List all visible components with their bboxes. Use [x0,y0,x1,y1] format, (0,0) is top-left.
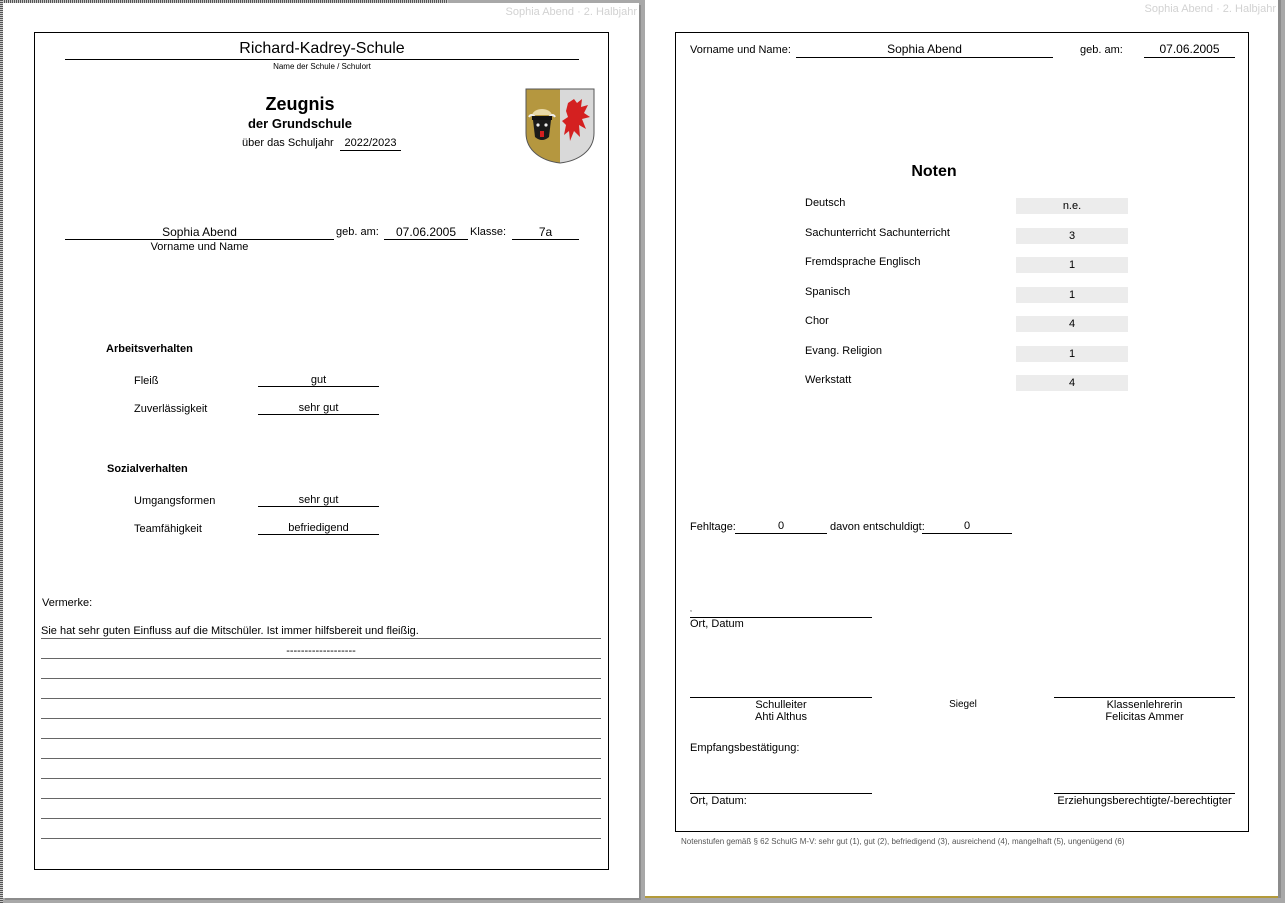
grade-subject: Evang. Religion [805,344,883,357]
student-name-value: Sophia Abend [65,225,334,240]
grade-subject: Spanisch [805,285,851,298]
behavior-label: Zuverlässigkeit [134,403,208,415]
grading-footnote: Notenstufen gemäß § 62 SchulG M-V: sehr gut (1), gut (2), befriedigend (3), ausreichend (4), mangelhaft (5), ungenügend (6) [681,837,1125,846]
remarks-line [41,765,601,779]
document-subtitle: der Grundschule [247,116,353,131]
remarks-line [41,785,601,799]
running-head: Sophia Abend · 2. Halbjahr [505,6,637,18]
grade-value: 4 [1016,316,1128,332]
remarks-line: Sie hat sehr guten Einfluss auf die Mitschüler. Ist immer hilfsbereit und fleißig. [41,625,601,639]
absence-label: Fehltage: [690,521,736,533]
birth-date-value: 07.06.2005 [1144,42,1235,58]
grade-subject: Werkstatt [805,374,852,386]
place-date-mark: , [690,606,692,613]
receipt-place-date-line [690,782,872,794]
behavior-value: befriedigend [258,522,379,535]
running-head: Sophia Abend · 2. Halbjahr [1144,3,1276,15]
place-date-line [690,603,872,618]
grade-subject: Fremdsprache Englisch [805,256,921,268]
coat-of-arms-icon [524,87,596,165]
grades-heading: Noten [911,163,957,180]
remarks-line [41,825,601,839]
school-name: Richard-Kadrey-Schule [65,40,579,60]
grade-subject: Deutsch [805,197,846,209]
principal-role: Schulleiter [755,699,807,711]
remarks-line [41,725,601,739]
principal-name: Ahti Althus [755,711,807,723]
grade-value: 1 [1016,287,1128,303]
guardian-signature-line [1054,782,1235,794]
behavior-label: Fleiß [134,375,159,387]
school-caption: Name der Schule / Schulort [273,62,371,71]
name-label: Vorname und Name: [690,44,791,56]
section-heading-work: Arbeitsverhalten [106,343,193,355]
remarks-line [41,745,601,759]
behavior-label: Umgangsformen [134,495,216,507]
absence-value: 0 [735,520,827,534]
principal-signature-line [690,687,872,698]
name-value: Sophia Abend [796,42,1053,58]
document-title: Zeugnis [265,94,335,114]
birth-date-label: geb. am: [1080,44,1123,56]
document-page-1 [3,3,639,898]
remarks-line: ------------------- [41,645,601,659]
remarks-line [41,805,601,819]
school-year-label: über das Schuljahr [242,137,334,149]
excused-value: 0 [922,520,1012,534]
guardian-label: Erziehungsberechtigte/-berechtigter [1057,795,1232,807]
teacher-name: Felicitas Ammer [1105,711,1184,723]
remarks-label: Vermerke: [42,597,93,609]
behavior-label: Teamfähigkeit [134,523,202,535]
seal-label: Siegel [949,699,977,710]
grade-subject: Chor [805,315,829,327]
grade-value: 1 [1016,257,1128,273]
class-value: 7a [512,225,579,240]
remarks-line [41,685,601,699]
grade-value: n.e. [1016,198,1128,214]
student-name-caption: Vorname und Name [150,241,249,253]
place-date-label: Ort, Datum [690,618,744,630]
birth-date-value: 07.06.2005 [384,225,468,240]
section-heading-social: Sozialverhalten [107,463,188,475]
remarks-line [41,705,601,719]
excused-label: davon entschuldigt: [830,521,925,533]
grade-value: 4 [1016,375,1128,391]
grade-value: 3 [1016,228,1128,244]
receipt-place-date-label: Ort, Datum: [690,795,747,807]
behavior-value: sehr gut [258,494,379,507]
birth-date-label: geb. am: [336,226,379,238]
grade-subject: Sachunterricht Sachunterricht [805,226,950,239]
teacher-role: Klassenlehrerin [1106,699,1183,711]
document-page-2 [645,0,1278,898]
remarks-line [41,665,601,679]
grade-value: 1 [1016,346,1128,362]
class-label: Klasse: [470,226,507,238]
school-year-value: 2022/2023 [340,137,401,151]
behavior-value: sehr gut [258,402,379,415]
receipt-label: Empfangsbestätigung: [690,742,800,754]
behavior-value: gut [258,374,379,387]
teacher-signature-line [1054,687,1235,698]
